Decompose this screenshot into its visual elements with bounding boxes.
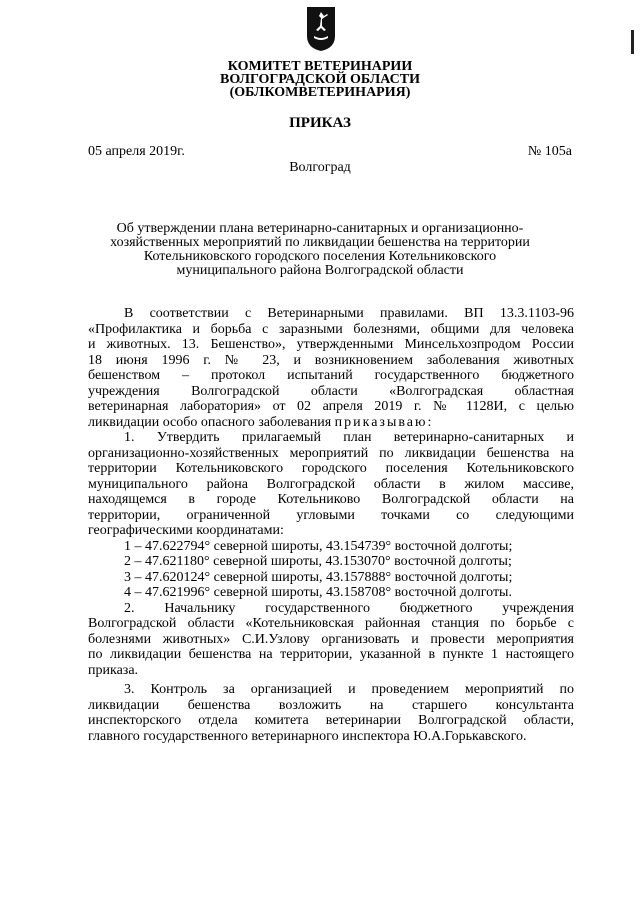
paragraph-line: географическими координатами: <box>88 523 284 538</box>
item-3-paragraph <box>88 682 574 744</box>
paragraph-line: по ликвидации бешенства на территории, указанной в пункте 1 настоящего <box>88 647 574 662</box>
paragraph-line: главного государственного ветеринарного инспектора Ю.А.Горькавского. <box>88 728 527 744</box>
paragraph-line: муниципального района Волгоградской области в жилом массиве, <box>88 476 574 492</box>
document-date: 05 апреля 2019г. <box>88 144 185 159</box>
paragraph-line: инспекторского отдела комитета ветеринарии Волгоградской области, <box>88 713 574 728</box>
intro-tail: ликвидации особо опасного заболевания <box>88 414 332 430</box>
coordinates-list <box>88 539 574 601</box>
item-2-paragraph <box>88 601 574 679</box>
document-body <box>88 306 574 744</box>
paragraph-line: учреждения Волгоградской области «Волгоградская областная <box>88 383 574 399</box>
subject-line: муниципального района Волгоградской области <box>176 263 464 278</box>
paragraph-line: 18 июня 1996 г. № 23, и возникновением заболевания животных <box>88 352 574 368</box>
paragraph-line: ветеринарная лаборатория» от 02 апреля 2019 г. № 1128И, с целью <box>88 399 574 414</box>
paragraph-line <box>88 415 574 431</box>
organization-line: КОМИТЕТ ВЕТЕРИНАРИИ <box>227 59 413 74</box>
coordinate-item: 3 – 47.620124° северной широты, 43.157888° восточной долготы; <box>124 569 513 585</box>
paragraph-line: бешенством – протокол испытаний государственного бюджетного <box>88 368 574 383</box>
document-number: № 105а <box>527 144 572 159</box>
item-1-paragraph <box>88 430 574 539</box>
coordinate-item: 4 – 47.621996° северной широты, 43.158708° восточной долготы. <box>124 585 512 600</box>
paragraph-line: приказа. <box>88 662 139 678</box>
paragraph-line: В соответствии с Ветеринарными правилами. ВП 13.3.1103-96 <box>124 306 574 321</box>
document-city: Волгоград <box>289 160 351 175</box>
paragraph-line: ликвидации бешенства возложить на старшего консультанта <box>88 697 574 713</box>
coat-of-arms-emblem <box>306 6 336 52</box>
intro-paragraph <box>88 306 574 430</box>
document-subject <box>0 222 640 278</box>
document-type: ПРИКАЗ <box>289 115 351 131</box>
order-keyword: приказываю: <box>334 414 434 430</box>
paragraph-line: находящемся в городе Котельниково Волгоградской области на <box>88 492 574 507</box>
coordinate-item: 1 – 47.622794° северной широты, 43.154739° восточной долготы; <box>124 538 513 554</box>
organization-name <box>0 60 640 99</box>
subject-line: Котельниковского городского поселения Котельниковского <box>143 249 497 264</box>
paragraph-line: 1. Утвердить прилагаемый план ветеринарно-санитарных и <box>124 430 574 445</box>
paragraph-line: организационно-хозяйственных мероприятий по ликвидации бешенства на <box>88 445 574 461</box>
organization-line: (ОБЛКОМВЕТЕРИНАРИЯ) <box>229 85 411 100</box>
coordinate-item: 2 – 47.621180° северной широты, 43.153070° восточной долготы; <box>124 554 512 569</box>
paragraph-line: и животных. 13. Бешенство», утвержденными Минсельхозпродом России <box>88 337 574 352</box>
organization-line: ВОЛГОГРАДСКОЙ ОБЛАСТИ <box>220 72 420 87</box>
paragraph-line: 3. Контроль за организацией и проведением мероприятий по <box>124 682 574 697</box>
scan-edge-mark <box>631 30 634 54</box>
subject-line: Об утверждении плана ветеринарно-санитарных и организационно- <box>116 221 524 236</box>
paragraph-line: Волгоградской области «Котельниковская районная станция по борьбе с <box>88 616 574 631</box>
paragraph-line: 2. Начальнику государственного бюджетного учреждения <box>124 600 574 616</box>
paragraph-line: территории Котельниковского городского поселения Котельниковского <box>88 461 574 476</box>
subject-line: хозяйственных мероприятий по ликвидации бешенства на территории <box>110 235 530 250</box>
paragraph-line: болезнями животных» С.И.Узлову организовать и провести мероприятия <box>88 631 574 647</box>
paragraph-line: «Профилактика и борьба с заразными болезнями, общими для человека <box>88 321 574 337</box>
paragraph-line: территории, ограниченной угловыми точками со следующими <box>88 507 574 523</box>
